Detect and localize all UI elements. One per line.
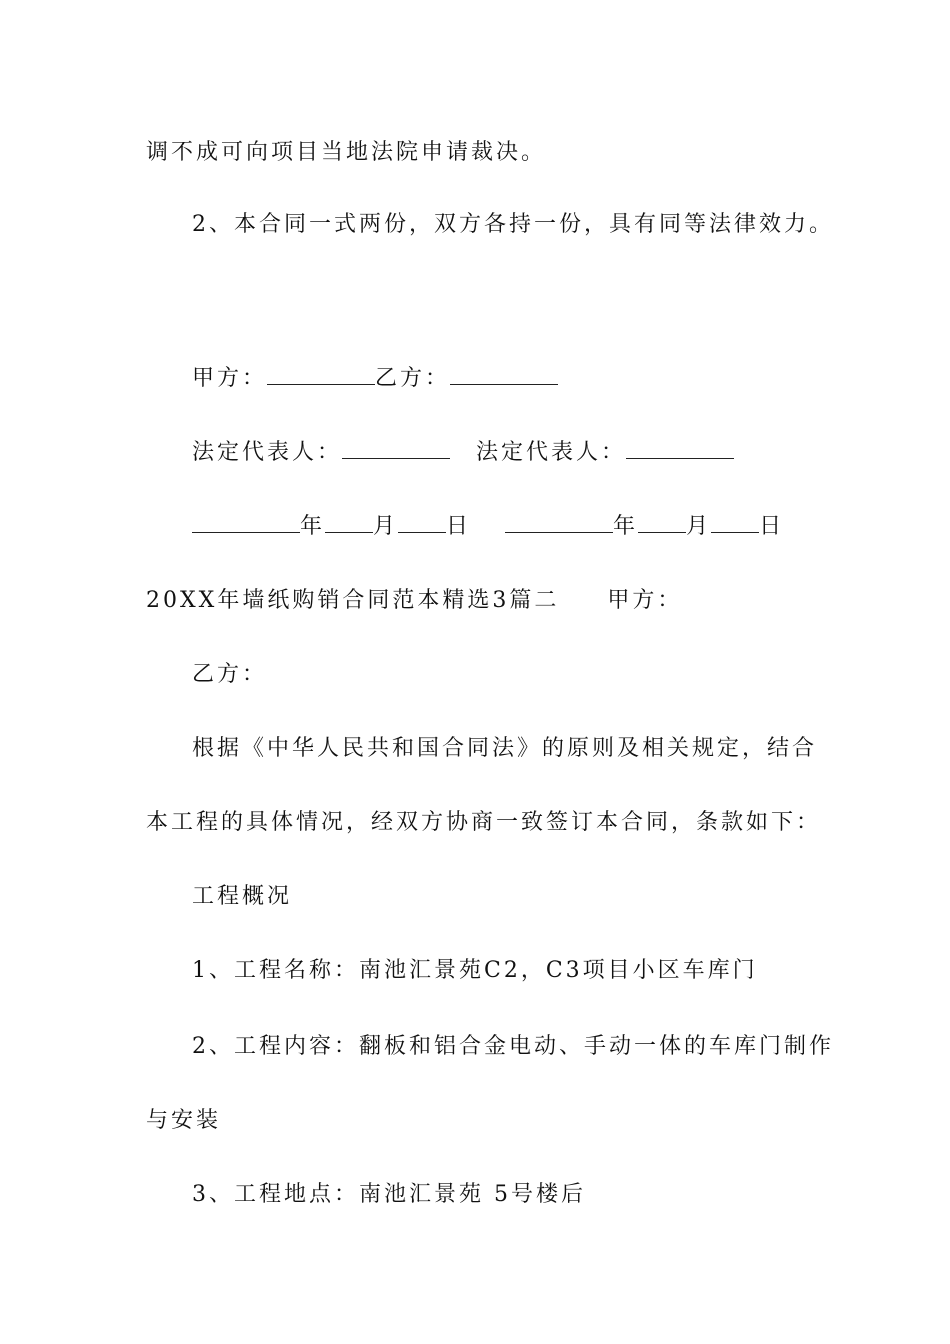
section-title: 20XX年墙纸购销合同范本精选3篇二 xyxy=(146,588,560,613)
month-b-label: 月 xyxy=(686,514,712,539)
signature-legal-rep-line xyxy=(192,436,734,468)
day-a-blank xyxy=(398,510,446,533)
day-b-label: 日 xyxy=(759,514,785,539)
paragraph-line: 本工程的具体情况，经双方协商一致签订本合同，条款如下： xyxy=(146,810,822,835)
paragraph-line: 2、本合同一式两份，双方各持一份，具有同等法律效力。 xyxy=(192,212,834,237)
party-a-label: 甲方： xyxy=(192,366,268,391)
legal-rep-b-label: 法定代表人： xyxy=(476,440,627,465)
list-item: 2、工程内容：翻板和铝合金电动、手动一体的车库门制作 xyxy=(192,1034,834,1059)
day-b-blank xyxy=(711,510,759,533)
list-item: 3、工程地点：南池汇景苑 5号楼后 xyxy=(192,1182,586,1207)
month-a-blank xyxy=(325,510,373,533)
legal-rep-a-blank xyxy=(342,436,450,459)
paragraph-line: 根据《中华人民共和国合同法》的原则及相关规定，结合 xyxy=(192,736,818,761)
party-b-blank xyxy=(450,362,558,385)
month-b-blank xyxy=(638,510,686,533)
party-b-label: 乙方： xyxy=(375,366,451,391)
year-a-blank xyxy=(192,510,300,533)
legal-rep-b-blank xyxy=(626,436,734,459)
month-a-label: 月 xyxy=(373,514,399,539)
signature-parties-line xyxy=(192,362,558,394)
paragraph-line: 调不成可向项目当地法院申请裁决。 xyxy=(146,140,547,165)
year-b-label: 年 xyxy=(613,514,639,539)
day-a-label: 日 xyxy=(446,514,472,539)
party-a-heading: 甲方： xyxy=(607,588,683,613)
year-b-blank xyxy=(505,510,613,533)
section-heading: 工程概况 xyxy=(192,884,293,909)
year-a-label: 年 xyxy=(300,514,326,539)
party-a-blank xyxy=(267,362,375,385)
party-b-heading: 乙方： xyxy=(192,662,268,687)
section-title-line xyxy=(146,586,682,616)
signature-date-line xyxy=(192,510,784,542)
list-item: 1、工程名称：南池汇景苑C2，C3项目小区车库门 xyxy=(192,958,758,983)
legal-rep-a-label: 法定代表人： xyxy=(192,440,343,465)
paragraph-line: 与安装 xyxy=(146,1108,222,1133)
